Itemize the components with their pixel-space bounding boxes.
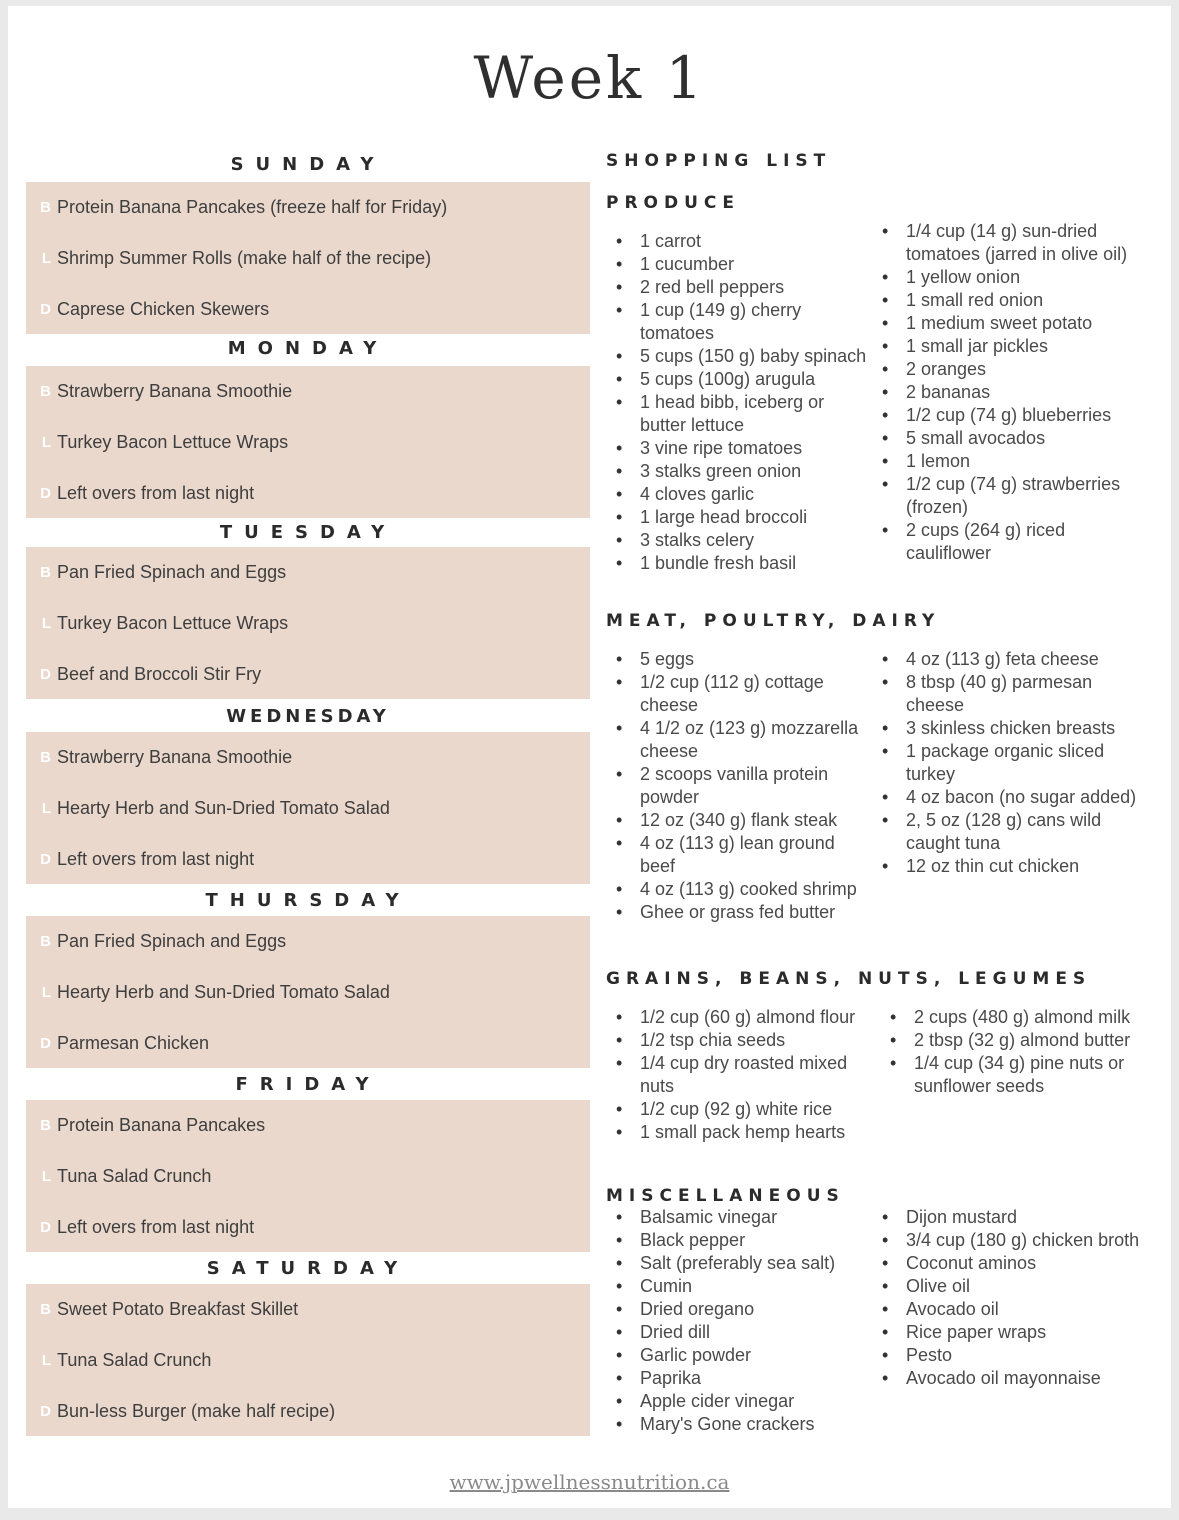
list-item: • 1 large head broccoli xyxy=(606,506,868,529)
list-item: • 12 oz thin cut chicken xyxy=(872,855,1152,878)
meal-letter: D xyxy=(40,851,51,868)
day-block-sunday xyxy=(26,182,590,334)
list-item: • 3 vine ripe tomatoes xyxy=(606,437,868,460)
meal-text: Pan Fried Spinach and Eggs xyxy=(57,931,287,951)
meal-text: Left overs from last night xyxy=(57,483,255,503)
list-item: • Avocado oil mayonnaise xyxy=(872,1367,1152,1390)
meal-text: Tuna Salad Crunch xyxy=(57,1350,212,1370)
meal-text: Turkey Bacon Lettuce Wraps xyxy=(57,613,289,633)
list-item: • Apple cider vinegar xyxy=(606,1390,868,1413)
page-title: Week 1 xyxy=(473,44,706,112)
meal-breakfast xyxy=(26,1100,590,1151)
meal-breakfast xyxy=(26,547,590,598)
list-item: • 3 stalks green onion xyxy=(606,460,868,483)
list-item: • 1 small red onion xyxy=(872,289,1152,312)
list-item: • 1 medium sweet potato xyxy=(872,312,1152,335)
list-item: • 2 bananas xyxy=(872,381,1152,404)
list-item: • 3 stalks celery xyxy=(606,529,868,552)
list-item: • 4 oz (113 g) lean ground beef xyxy=(606,832,868,878)
list-item: • 5 eggs xyxy=(606,648,868,671)
grains-list-2 xyxy=(880,1006,1152,1098)
day-block-tuesday xyxy=(26,547,590,699)
list-item: • Salt (preferably sea salt) xyxy=(606,1252,868,1275)
list-item: • Dried dill xyxy=(606,1321,868,1344)
meal-dinner xyxy=(26,468,590,519)
list-item: • 5 small avocados xyxy=(872,427,1152,450)
day-block-wednesday xyxy=(26,732,590,884)
meal-text: Beef and Broccoli Stir Fry xyxy=(57,664,262,684)
list-item: • 2 cups (264 g) riced cauliflower xyxy=(872,519,1152,565)
meal-text: Strawberry Banana Smoothie xyxy=(57,747,293,767)
day-block-thursday xyxy=(26,916,590,1068)
list-item: • 4 oz (113 g) cooked shrimp xyxy=(606,878,868,901)
list-item: • 1 yellow onion xyxy=(872,266,1152,289)
list-item: • 8 tbsp (40 g) parmesan cheese xyxy=(872,671,1152,717)
list-item: • Black pepper xyxy=(606,1229,868,1252)
misc-list-1 xyxy=(606,1206,868,1436)
meal-dinner xyxy=(26,1202,590,1253)
day-header-monday: MONDAY xyxy=(227,338,389,359)
list-item: • 1/4 cup (14 g) sun-dried tomatoes (jarred in olive oil) xyxy=(872,220,1152,266)
meal-letter: B xyxy=(40,564,51,581)
list-item: • Olive oil xyxy=(872,1275,1152,1298)
misc-list-2 xyxy=(872,1206,1152,1390)
meal-letter: B xyxy=(40,1117,51,1134)
list-item: • 12 oz (340 g) flank steak xyxy=(606,809,868,832)
list-item: • 1 cup (149 g) cherry tomatoes xyxy=(606,299,868,345)
meal-text: Pan Fried Spinach and Eggs xyxy=(57,562,287,582)
list-item: • Mary's Gone crackers xyxy=(606,1413,868,1436)
list-item: • Dried oregano xyxy=(606,1298,868,1321)
meal-letter: L xyxy=(41,984,51,1001)
list-item: • 1 small pack hemp hearts xyxy=(606,1121,876,1144)
list-item: • 1 cucumber xyxy=(606,253,868,276)
day-header-friday: FRIDAY xyxy=(235,1074,381,1095)
list-item: • 1 package organic sliced turkey xyxy=(872,740,1152,786)
meal-breakfast xyxy=(26,182,590,233)
meal-letter: B xyxy=(40,1301,51,1318)
meal-text: Turkey Bacon Lettuce Wraps xyxy=(57,432,289,452)
meal-lunch xyxy=(26,417,590,468)
list-item: • 5 cups (150 g) baby spinach xyxy=(606,345,868,368)
list-item: • 2 red bell peppers xyxy=(606,276,868,299)
meal-letter: B xyxy=(40,933,51,950)
meal-text: Protein Banana Pancakes (freeze half for Friday) xyxy=(57,197,448,217)
day-header-thursday: THURSDAY xyxy=(205,890,411,911)
meal-text: Hearty Herb and Sun-Dried Tomato Salad xyxy=(57,798,390,818)
day-header-saturday: SATURDAY xyxy=(206,1258,410,1279)
list-item: • Avocado oil xyxy=(872,1298,1152,1321)
meal-letter: D xyxy=(40,1403,51,1420)
meal-letter: B xyxy=(40,749,51,766)
meal-lunch xyxy=(26,783,590,834)
list-item: • 1/2 cup (92 g) white rice xyxy=(606,1098,876,1121)
list-item: • Garlic powder xyxy=(606,1344,868,1367)
list-item: • 1/2 cup (74 g) strawberries (frozen) xyxy=(872,473,1152,519)
list-item: • 4 oz (113 g) feta cheese xyxy=(872,648,1152,671)
day-header-tuesday: TUESDAY xyxy=(219,522,397,543)
meal-dinner xyxy=(26,1386,590,1437)
day-block-friday xyxy=(26,1100,590,1252)
list-item: • 4 cloves garlic xyxy=(606,483,868,506)
list-item: • Rice paper wraps xyxy=(872,1321,1152,1344)
list-item: • 2 oranges xyxy=(872,358,1152,381)
meal-text: Bun-less Burger (make half recipe) xyxy=(57,1401,336,1421)
meal-letter: L xyxy=(41,250,51,267)
produce-list-2 xyxy=(872,220,1152,565)
meal-text: Hearty Herb and Sun-Dried Tomato Salad xyxy=(57,982,390,1002)
list-item: • 5 cups (100g) arugula xyxy=(606,368,868,391)
list-item: • 1/2 cup (60 g) almond flour xyxy=(606,1006,876,1029)
day-header-sunday: SUNDAY xyxy=(230,154,386,175)
meal-text: Shrimp Summer Rolls (make half of the recipe) xyxy=(57,248,432,268)
meal-lunch xyxy=(26,1335,590,1386)
meal-breakfast xyxy=(26,916,590,967)
list-item: • 1/4 cup dry roasted mixed nuts xyxy=(606,1052,876,1098)
website-link[interactable]: www.jpwellnessnutrition.ca xyxy=(449,1470,730,1494)
meal-text: Caprese Chicken Skewers xyxy=(57,299,270,319)
list-item: • 1/2 cup (74 g) blueberries xyxy=(872,404,1152,427)
list-item: • 4 oz bacon (no sugar added) xyxy=(872,786,1152,809)
grains-heading: GRAINS, BEANS, NUTS, LEGUMES xyxy=(606,969,1092,989)
list-item: • Dijon mustard xyxy=(872,1206,1152,1229)
produce-list-1 xyxy=(606,230,868,575)
meal-breakfast xyxy=(26,366,590,417)
meat-list-1 xyxy=(606,648,868,924)
meat-list-2 xyxy=(872,648,1152,878)
meal-letter: D xyxy=(40,1219,51,1236)
meal-letter: L xyxy=(41,1168,51,1185)
produce-heading: PRODUCE xyxy=(606,193,741,213)
list-item: • 4 1/2 oz (123 g) mozzarella cheese xyxy=(606,717,868,763)
meal-letter: B xyxy=(40,383,51,400)
meal-text: Strawberry Banana Smoothie xyxy=(57,381,293,401)
list-item: • 3 skinless chicken breasts xyxy=(872,717,1152,740)
meal-dinner xyxy=(26,284,590,335)
list-item: • 2 tbsp (32 g) almond butter xyxy=(880,1029,1152,1052)
list-item: • 2 cups (480 g) almond milk xyxy=(880,1006,1152,1029)
list-item: • 1 head bibb, iceberg or butter lettuce xyxy=(606,391,868,437)
list-item: • 1/2 tsp chia seeds xyxy=(606,1029,876,1052)
meal-letter: L xyxy=(41,615,51,632)
meal-letter: D xyxy=(40,485,51,502)
list-item: • 1/4 cup (34 g) pine nuts or sunflower seeds xyxy=(880,1052,1152,1098)
day-block-monday xyxy=(26,366,590,518)
meal-dinner xyxy=(26,834,590,885)
meal-letter: B xyxy=(40,199,51,216)
meal-text: Left overs from last night xyxy=(57,1217,255,1237)
meal-letter: L xyxy=(41,434,51,451)
meal-letter: D xyxy=(40,1035,51,1052)
meal-lunch xyxy=(26,1151,590,1202)
list-item: • Coconut aminos xyxy=(872,1252,1152,1275)
miscellaneous-heading: MISCELLANEOUS xyxy=(606,1186,845,1206)
meal-lunch xyxy=(26,233,590,284)
meal-dinner xyxy=(26,649,590,700)
list-item: • 1/2 cup (112 g) cottage cheese xyxy=(606,671,868,717)
meal-lunch xyxy=(26,967,590,1018)
list-item: • Paprika xyxy=(606,1367,868,1390)
list-item: • Ghee or grass fed butter xyxy=(606,901,868,924)
meal-breakfast xyxy=(26,732,590,783)
list-item: • 1 carrot xyxy=(606,230,868,253)
meal-text: Parmesan Chicken xyxy=(57,1033,210,1053)
day-header-wednesday: WEDNESDAY xyxy=(226,706,390,727)
shopping-list-heading: SHOPPING LIST xyxy=(606,151,832,171)
list-item: • Balsamic vinegar xyxy=(606,1206,868,1229)
meal-text: Tuna Salad Crunch xyxy=(57,1166,212,1186)
grains-list-1 xyxy=(606,1006,876,1144)
list-item: • Pesto xyxy=(872,1344,1152,1367)
meal-letter: L xyxy=(41,1352,51,1369)
list-item: • 3/4 cup (180 g) chicken broth xyxy=(872,1229,1152,1252)
list-item: • 1 lemon xyxy=(872,450,1152,473)
meal-text: Left overs from last night xyxy=(57,849,255,869)
meal-letter: D xyxy=(40,666,51,683)
meal-letter: L xyxy=(41,800,51,817)
meal-lunch xyxy=(26,598,590,649)
list-item: • 2 scoops vanilla protein powder xyxy=(606,763,868,809)
meat-poultry-dairy-heading: MEAT, POULTRY, DAIRY xyxy=(606,611,941,631)
meal-text: Sweet Potato Breakfast Skillet xyxy=(57,1299,299,1319)
list-item: • 2, 5 oz (128 g) cans wild caught tuna xyxy=(872,809,1152,855)
list-item: • 1 small jar pickles xyxy=(872,335,1152,358)
meal-letter: D xyxy=(40,301,51,318)
meal-dinner xyxy=(26,1018,590,1069)
meal-breakfast xyxy=(26,1284,590,1335)
list-item: • 1 bundle fresh basil xyxy=(606,552,868,575)
list-item: • Cumin xyxy=(606,1275,868,1298)
meal-text: Protein Banana Pancakes xyxy=(57,1115,266,1135)
day-block-saturday xyxy=(26,1284,590,1436)
